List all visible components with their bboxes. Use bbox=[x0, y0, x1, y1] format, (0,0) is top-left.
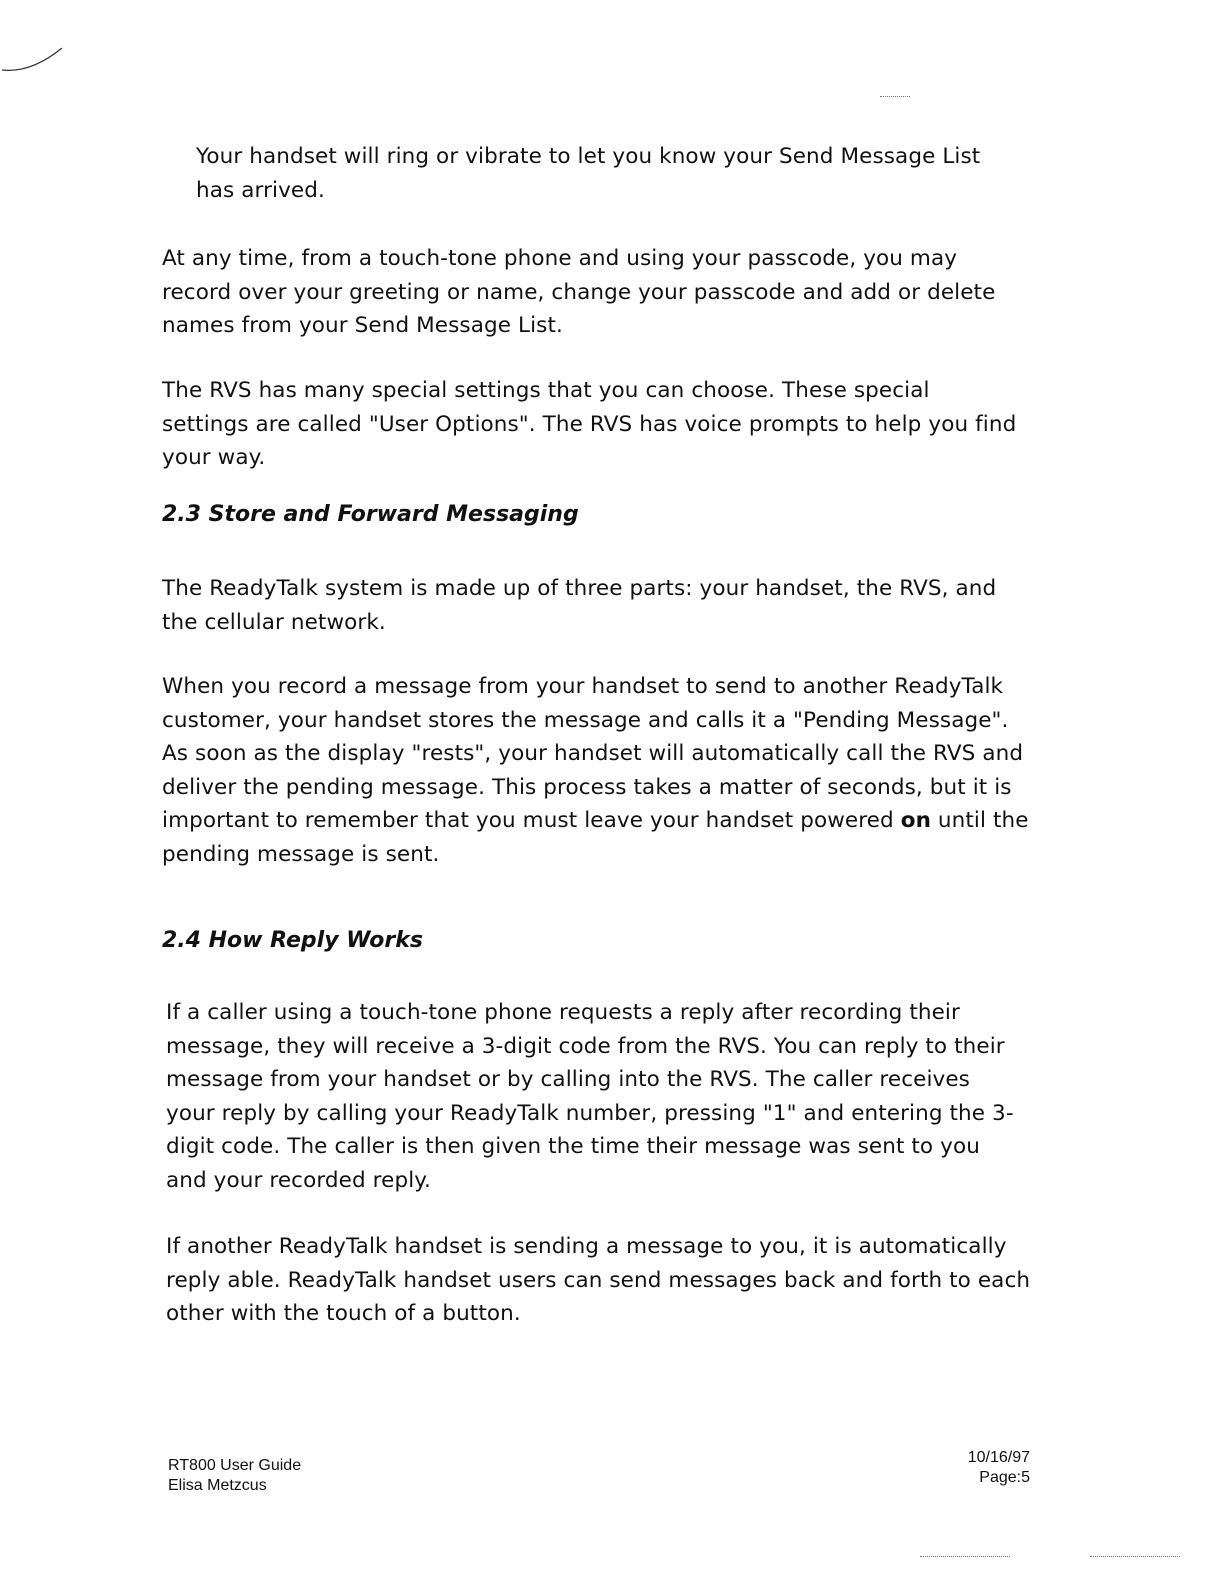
scan-artifact bbox=[880, 96, 910, 99]
footer-right bbox=[930, 1448, 1030, 1488]
pending-message-text: When you record a message from your handset to send to another ReadyTalk customer, your handset stores the message and calls it a "Pending Message". As soon as the display "rests", your handset will automatically call the RVS and deliver the pending message. This process takes a matter of seconds, but it is important to remember that you must leave your handset powered bbox=[162, 674, 1024, 833]
scan-artifact bbox=[920, 1556, 1010, 1559]
paragraph-touch-tone-options: At any time, from a touch-tone phone and using your passcode, you may record over your greeting or name, change your passcode and add or delete names from your Send Message List. bbox=[162, 246, 996, 338]
footer-author: Elisa Metzcus bbox=[168, 1477, 267, 1494]
scan-pen-mark bbox=[0, 40, 70, 80]
footer-doc-title: RT800 User Guide bbox=[168, 1457, 302, 1474]
footer-date: 10/16/97 bbox=[967, 1449, 1030, 1466]
paragraph-system-parts: The ReadyTalk system is made up of three parts: your handset, the RVS, and the cellular network. bbox=[162, 576, 997, 635]
pending-message-text-end: until the pending message is sent. bbox=[162, 808, 1029, 867]
heading-store-and-forward: 2.3 Store and Forward Messaging bbox=[162, 502, 579, 527]
paragraph-pending-message bbox=[162, 670, 1032, 871]
scan-artifact bbox=[1090, 1556, 1180, 1559]
emphasis-on: on bbox=[900, 808, 931, 833]
paragraph-handset-reply: If another ReadyTalk handset is sending a message to you, it is automatically reply able. ReadyTalk handset users can send messages back and forth to each other with the touch of a button. bbox=[166, 1234, 1031, 1326]
heading-how-reply-works: 2.4 How Reply Works bbox=[162, 928, 423, 953]
paragraph-reply-code: If a caller using a touch-tone phone requests a reply after recording their message, they will receive a 3-digit code from the RVS. You can reply to their message from your handset or by calling into the RVS. The caller receives your reply by calling your ReadyTalk number, pressing "1" and entering the 3-digit code. The caller is then given the time their message was sent to you and your recorded reply. bbox=[166, 1000, 1014, 1193]
paragraph-user-options: The RVS has many special settings that you can choose. These special settings are called "User Options". The RVS has voice prompts to help you find your way. bbox=[162, 378, 1017, 470]
paragraph-send-list-arrived: Your handset will ring or vibrate to let you know your Send Message List has arrived. bbox=[196, 144, 981, 203]
footer-page-number: Page:5 bbox=[979, 1469, 1030, 1486]
footer-left bbox=[168, 1456, 301, 1496]
